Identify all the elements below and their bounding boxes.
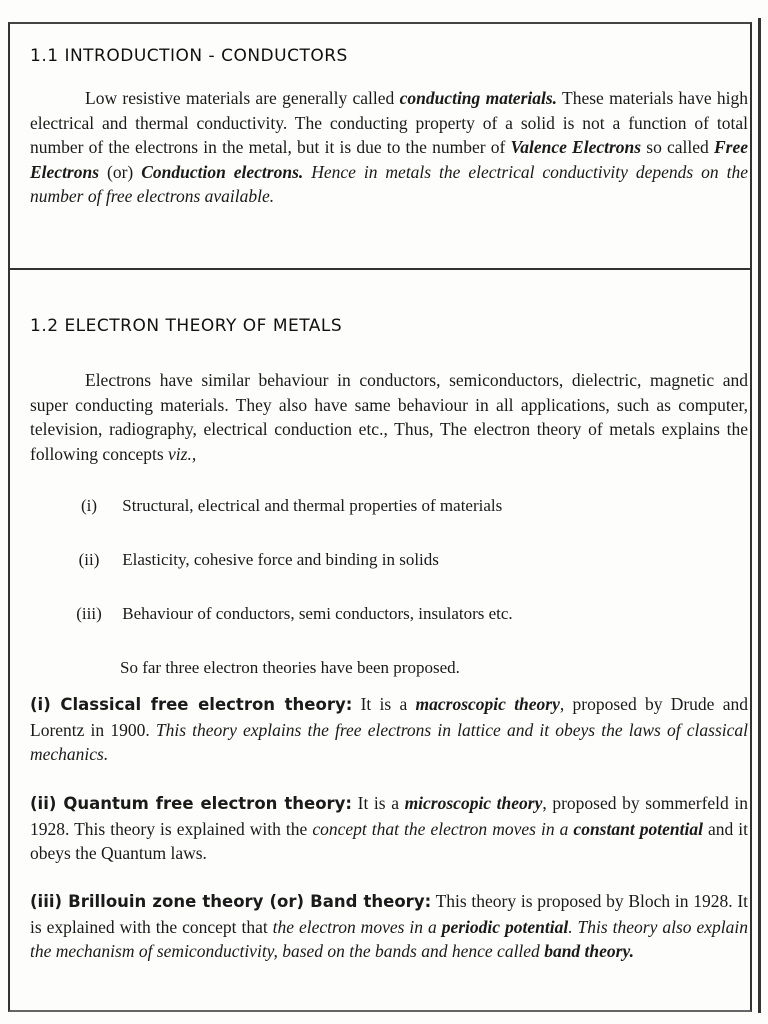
text-segment: . This theory also explain the mechanism of semiconductivity, based on the bands and hence called — [30, 916, 748, 961]
list-number: (ii) — [78, 550, 100, 569]
text-segment: band theory. — [544, 941, 634, 961]
text-segment: , proposed by Drude and Lorentz in 1900. — [30, 694, 748, 740]
theory-classical-paragraph — [30, 692, 748, 767]
text-segment: (or) — [99, 161, 142, 182]
text-segment: It is a — [352, 694, 416, 714]
list-number: (i) — [80, 496, 98, 515]
list-number: (iii) — [76, 604, 102, 623]
text-segment: constant potential — [573, 818, 703, 839]
text-segment: Conduction electrons. — [141, 161, 304, 182]
section-1-box — [8, 22, 752, 270]
text-segment: Low resistive materials are generally called — [85, 88, 400, 108]
text-segment: so called — [641, 137, 714, 157]
text-segment: the electron moves in a — [272, 916, 442, 937]
page-border-rule — [758, 18, 761, 1013]
theory-band-paragraph — [30, 889, 748, 964]
text-segment: These materials have high electrical and thermal conductivity. The conducting property of a solid is not a function of total number of the electrons in the metal, but it is due to the number of — [30, 88, 748, 157]
list-text: Structural, electrical and thermal properties of materials — [122, 496, 503, 515]
section-2-heading: 1.2 ELECTRON THEORY OF METALS — [30, 316, 343, 336]
text-segment: Free Electrons — [30, 137, 748, 182]
text-segment: concept that the electron moves in a — [312, 818, 574, 839]
text-segment: conducting materials. — [399, 88, 558, 108]
section-2-paragraph — [30, 368, 748, 466]
text-segment: , proposed by sommerfeld in 1928. This theory is explained with the — [30, 793, 748, 839]
text-segment: Valence Electrons — [510, 137, 642, 157]
text-segment: viz., — [168, 443, 197, 464]
text-segment: It is a — [352, 793, 405, 813]
theory-quantum-paragraph — [30, 791, 748, 866]
text-segment: This theory is proposed by Bloch in 1928. It is explained with the concept that — [30, 891, 749, 937]
text-segment: periodic potential — [441, 916, 569, 937]
section-1-heading: 1.1 INTRODUCTION - CONDUCTORS — [30, 46, 348, 66]
section-1-paragraph — [30, 86, 748, 209]
text-segment: This theory explains the free electrons in lattice and it obeys the laws of classical mechanics. — [30, 719, 748, 764]
text-segment: macroscopic theory — [415, 694, 560, 714]
concept-list-item — [60, 604, 513, 624]
concept-list-item — [60, 550, 439, 570]
theory-title: (i) Classical free electron theory: — [30, 695, 353, 714]
text-segment: Electrons have similar behaviour in conductors, semiconductors, dielectric, magnetic and super conducting materials. They also have same behaviour in all applications, such as computer, television, radiography, electrical conduction etc., Thus, The electron theory of metals explains the following concepts — [30, 370, 748, 464]
theory-title: (ii) Quantum free electron theory: — [30, 794, 353, 813]
list-text: Elasticity, cohesive force and binding in solids — [122, 550, 439, 569]
summary-line: So far three electron theories have been proposed. — [120, 658, 460, 677]
section-2-box — [8, 268, 752, 1012]
text-segment: and it obeys the Quantum laws. — [30, 818, 749, 863]
concept-list-item — [60, 496, 502, 516]
text-segment: Hence in metals the electrical conductivity depends on the number of free electrons available. — [30, 161, 748, 206]
list-text: Behaviour of conductors, semi conductors, insulators etc. — [122, 604, 513, 623]
theory-title: (iii) Brillouin zone theory (or) Band theory: — [30, 892, 432, 911]
text-segment: microscopic theory — [404, 793, 543, 813]
